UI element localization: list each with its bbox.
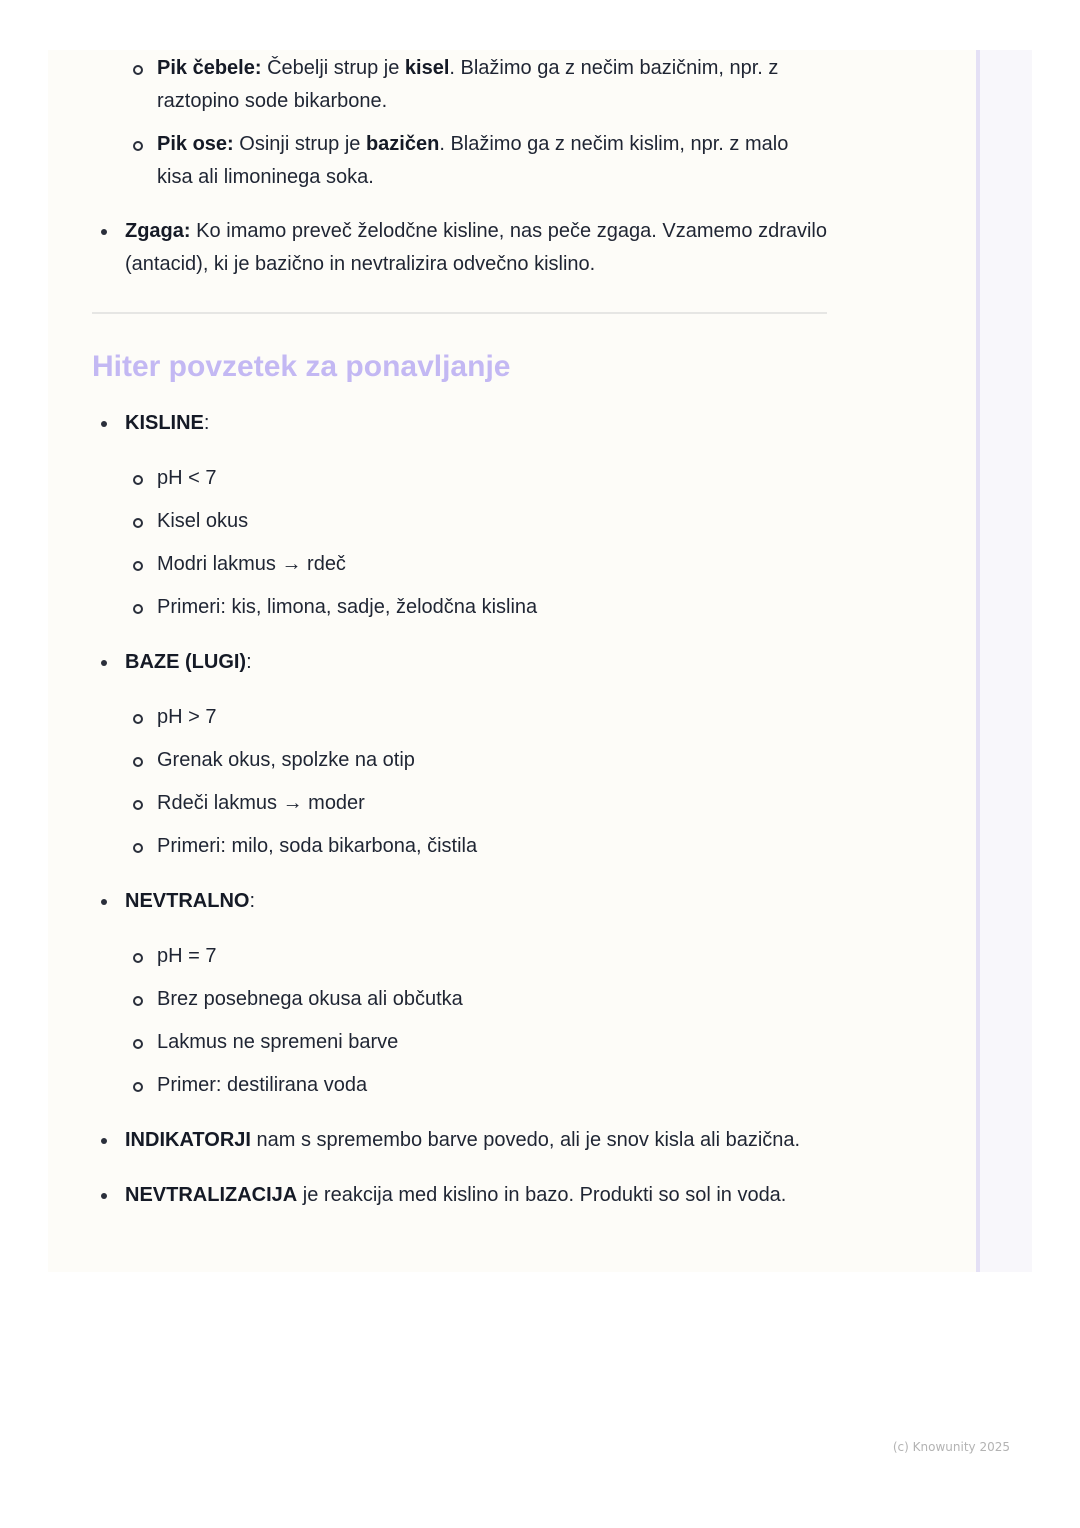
item-bold: bazičen: [365, 133, 440, 155]
item-colon: :: [249, 890, 256, 912]
item-text: Čebelji strup je: [261, 57, 405, 79]
item-text: Ko imamo preveč želodčne kisline, nas peče zgaga. Vzamemo zdravilo (antacid), ki je bazično in nevtralizira odvečno kislino.: [125, 220, 827, 275]
list-item-heartburn: [92, 215, 827, 281]
hollow-bullet-icon: [133, 1039, 143, 1049]
bullet-icon: [101, 660, 107, 666]
item-label: KISLINE: [125, 412, 204, 434]
list-item-indicators: [92, 1124, 827, 1157]
item-label: BAZE (LUGI): [125, 651, 247, 673]
hollow-bullet-icon: [133, 561, 143, 571]
list-item: [92, 830, 827, 863]
item-text: . Blažimo ga z nečim kislim, npr. z malo kisa ali limoninega soka.: [157, 133, 789, 188]
item-text: Kisel okus: [157, 510, 249, 532]
bullet-icon: [101, 899, 107, 905]
list-item: [92, 1069, 827, 1102]
item-text: Osinji strup je: [233, 133, 366, 155]
list-item: [92, 548, 827, 581]
list-item-neutral: [92, 885, 827, 918]
list-item-bee-sting: [92, 52, 827, 118]
hollow-bullet-icon: [133, 518, 143, 528]
divider: [92, 312, 827, 314]
hollow-bullet-icon: [133, 65, 143, 75]
list-item: [92, 787, 827, 820]
hollow-bullet-icon: [133, 757, 143, 767]
item-label: Pik ose:: [157, 133, 234, 155]
item-text: Primeri: kis, limona, sadje, želodčna kislina: [157, 596, 538, 618]
list-item: [92, 983, 827, 1016]
bullet-icon: [101, 1193, 107, 1199]
hollow-bullet-icon: [133, 996, 143, 1006]
hollow-bullet-icon: [133, 843, 143, 853]
list-item-bases: [92, 646, 827, 679]
hollow-bullet-icon: [133, 1082, 143, 1092]
list-item-neutralization: [92, 1179, 827, 1212]
item-colon: :: [203, 412, 210, 434]
item-label: INDIKATORJI: [125, 1129, 251, 1151]
item-text: pH < 7: [157, 467, 217, 489]
hollow-bullet-icon: [133, 714, 143, 724]
item-text: Lakmus ne spremeni barve: [157, 1031, 399, 1053]
list-item-wasp-sting: [92, 128, 827, 194]
document-content: [92, 50, 827, 1212]
bullet-icon: [101, 1138, 107, 1144]
bullet-icon: [101, 421, 107, 427]
list-item: [92, 505, 827, 538]
item-label: Zgaga:: [125, 220, 191, 242]
list-item: [92, 591, 827, 624]
list-item: [92, 940, 827, 973]
item-text: Primeri: milo, soda bikarbona, čistila: [157, 835, 478, 857]
item-text: pH > 7: [157, 706, 217, 728]
item-colon: :: [246, 651, 252, 673]
item-text: nam s spremembo barve povedo, ali je snov kisla ali bazična.: [250, 1129, 801, 1151]
item-label: NEVTRALNO: [125, 890, 250, 912]
bullet-icon: [101, 229, 107, 235]
hollow-bullet-icon: [133, 475, 143, 485]
side-rail: [976, 50, 1032, 1272]
hollow-bullet-icon: [133, 604, 143, 614]
item-text: Grenak okus, spolzke na otip: [157, 749, 415, 771]
item-text: Primer: destilirana voda: [157, 1074, 368, 1096]
list-item-acids: [92, 407, 827, 440]
hollow-bullet-icon: [133, 141, 143, 151]
item-text: pH = 7: [157, 945, 217, 967]
hollow-bullet-icon: [133, 800, 143, 810]
item-label: Pik čebele:: [157, 57, 262, 79]
section-heading: Hiter povzetek za ponavljanje: [92, 350, 511, 383]
item-text: Modri lakmus → rdeč: [157, 553, 346, 575]
list-item: [92, 1026, 827, 1059]
item-text: Rdeči lakmus → moder: [157, 792, 365, 814]
item-label: NEVTRALIZACIJA: [125, 1184, 298, 1206]
item-text: je reakcija med kislino in bazo. Produkti so sol in voda.: [297, 1184, 787, 1206]
copyright-footer: (c) Knowunity 2025: [892, 1440, 1010, 1454]
list-item: [92, 462, 827, 495]
item-text: . Blažimo ga z nečim bazičnim, npr. z raztopino sode bikarbone.: [157, 57, 779, 112]
hollow-bullet-icon: [133, 953, 143, 963]
list-item: [92, 744, 827, 777]
list-item: [92, 701, 827, 734]
item-bold: kisel: [404, 57, 450, 79]
item-text: Brez posebnega okusa ali občutka: [157, 988, 463, 1010]
